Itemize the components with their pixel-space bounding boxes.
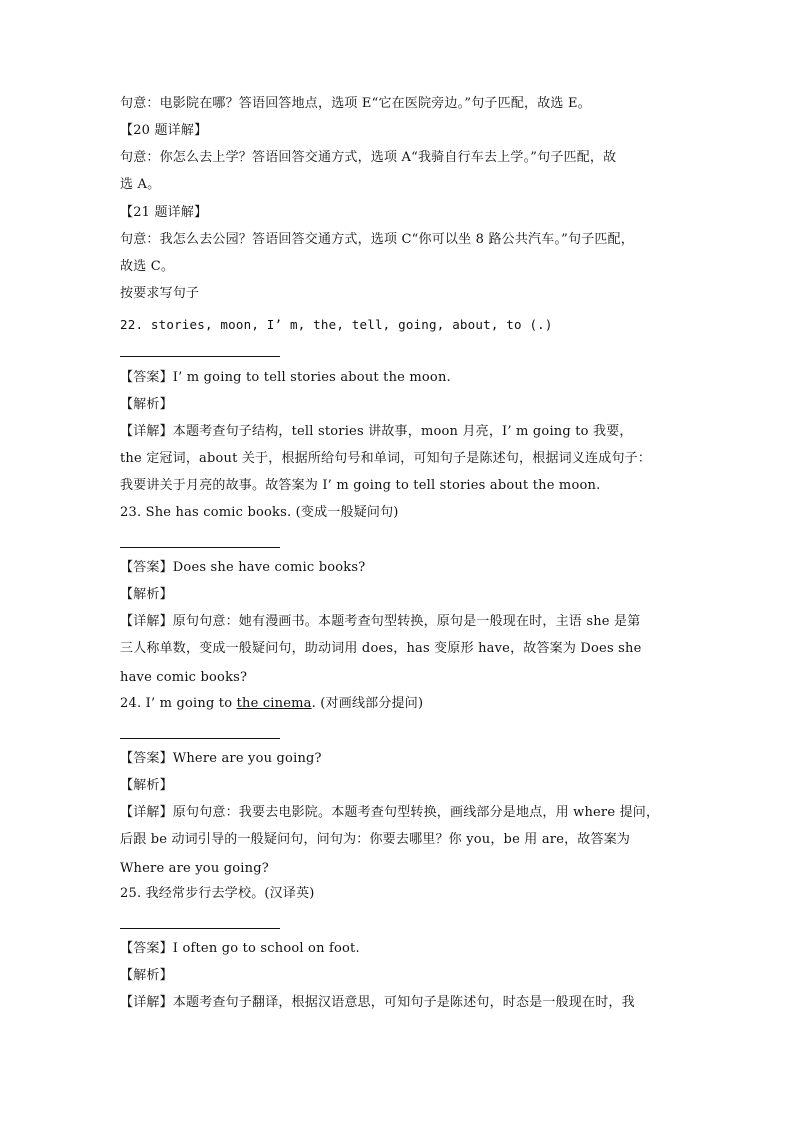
detail-line: 我要讲关于月亮的故事。故答案为 I’ m going to tell stories about the moon. — [120, 478, 601, 493]
detail-line: 【详解】本题考查句子结构，tell stories 讲故事，moon 月亮，I’ m going to 我要， — [120, 424, 633, 439]
analysis-heading: 【解析】 — [120, 968, 173, 983]
answer-blank-line — [120, 547, 280, 548]
analysis-heading: 【解析】 — [120, 778, 173, 793]
question-23: 23. She has comic books. (变成一般疑问句) — [120, 505, 399, 520]
question-24 — [120, 695, 680, 713]
answer-line: 【答案】Does she have comic books? — [120, 560, 366, 575]
answer-blank-line — [120, 928, 280, 929]
question-25: 25. 我经常步行去学校。(汉译英) — [120, 886, 315, 901]
section-title: 按要求写句子 — [120, 286, 200, 301]
detail-line: Where are you going? — [120, 861, 269, 876]
question-24-suffix: . (对画线部分提问) — [311, 696, 424, 711]
answer-line: 【答案】I often go to school on foot. — [120, 941, 360, 956]
answer-blank-line — [120, 356, 280, 357]
analysis-heading: 【解析】 — [120, 397, 173, 412]
answer-line: 【答案】Where are you going? — [120, 751, 322, 766]
section-heading: 【20 题详解】 — [120, 123, 208, 138]
text-line: 选 A。 — [120, 177, 161, 192]
detail-line: 【详解】本题考查句子翻译，根据汉语意思，可知句子是陈述句，时态是一般现在时，我 — [120, 995, 635, 1010]
question-22: 22. stories, moon, I’ m, the, tell, going, about, to (.) — [120, 317, 553, 332]
question-24-prefix: 24. I’ m going to — [120, 696, 237, 711]
detail-line: 【详解】原句句意：她有漫画书。本题考查句型转换，原句是一般现在时，主语 she 是第 — [120, 614, 641, 629]
answer-blank-line — [120, 738, 280, 739]
answer-line: 【答案】I’ m going to tell stories about the moon. — [120, 370, 451, 385]
text-line: 句意：电影院在哪？答语回答地点，选项 E“它在医院旁边。”句子匹配，故选 E。 — [120, 96, 591, 111]
detail-line: 后跟 be 动词引导的一般疑问句，问句为：你要去哪里？你 you，be 用 are，故答案为 — [120, 832, 631, 847]
detail-line: have comic books? — [120, 670, 248, 685]
text-line: 故选 C。 — [120, 259, 175, 274]
text-line: 句意：你怎么去上学？答语回答交通方式，选项 A“我骑自行车去上学。”句子匹配，故 — [120, 150, 617, 165]
analysis-heading: 【解析】 — [120, 587, 173, 602]
detail-line: 三人称单数，变成一般疑问句，助动词用 does，has 变原形 have，故答案为 Does she — [120, 641, 642, 656]
text-line: 句意：我怎么去公园？答语回答交通方式，选项 C“你可以坐 8 路公共汽车。”句子匹配， — [120, 232, 635, 247]
detail-line: 【详解】原句句意：我要去电影院。本题考查句型转换，画线部分是地点，用 where 提问， — [120, 805, 660, 820]
question-24-underlined: the cinema — [236, 696, 312, 711]
section-heading: 【21 题详解】 — [120, 205, 208, 220]
detail-line: the 定冠词，about 关于，根据所给句号和单词，可知句子是陈述句，根据词义连成句子： — [120, 451, 652, 466]
